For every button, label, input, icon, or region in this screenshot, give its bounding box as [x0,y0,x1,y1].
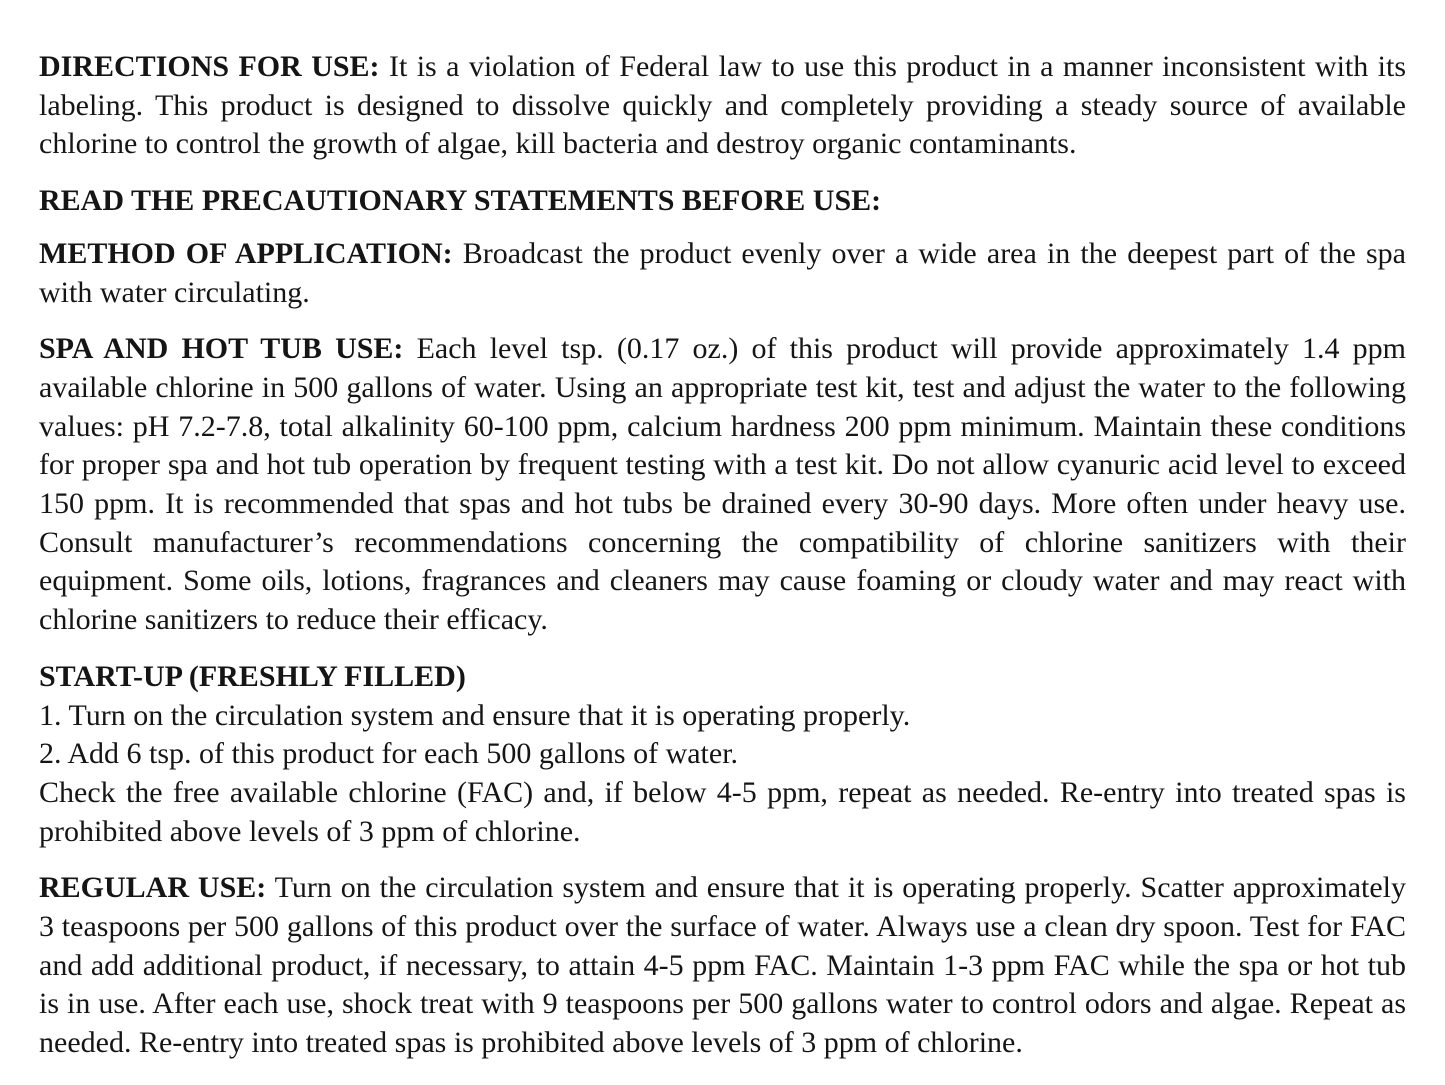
startup-section [39,658,1406,852]
startup-heading: START-UP (FRESHLY FILLED) [39,659,466,693]
method-text: Broadcast the product evenly over a wide area in the deepest part of the spa with water circulating. [39,236,1406,309]
directions-paragraph [39,48,1406,164]
startup-note: Check the free available chlorine (FAC) and, if below 4-5 ppm, repeat as needed. Re-entry into treated spas is prohibited above levels of 3 ppm of chlorine. [39,775,1406,848]
method-heading: METHOD OF APPLICATION: [39,236,453,270]
regular-use-paragraph [39,869,1406,1063]
directions-heading: DIRECTIONS FOR USE: [39,50,380,83]
directions-text: It is a violation of Federal law to use this product in a manner inconsistent with its labeling. This product is designed to dissolve quickly and completely providing a steady source of available chlorine to control the growth of algae, kill bacteria and destroy organic contaminants. [39,50,1407,161]
precaution-heading: READ THE PRECAUTIONARY STATEMENTS BEFORE USE: [39,184,882,218]
startup-step-2: 2. Add 6 tsp. of this product for each 500 gallons of water. [39,737,739,771]
startup-step-1: 1. Turn on the circulation system and ensure that it is operating properly. [39,698,911,732]
regular-use-text: Turn on the circulation system and ensure that it is operating properly. Scatter approximately 3 teaspoons per 500 gallons of this product over the surface of water. Always use a clean dry spoon. Test for FAC and add additional product, if necessary, to attain 4-5 ppm FAC. Maintain 1-3 ppm FAC while the spa or hot tub is in use. After each use, shock treat with 9 teaspoons per 500 gallons water to control odors and algae. Repeat as needed. Re-entry into treated spas is prohibited above levels of 3 ppm of chlorine. [39,871,1407,1060]
spa-use-heading: SPA AND HOT TUB USE: [39,332,404,366]
precaution-paragraph [39,182,1406,221]
spa-use-text: Each level tsp. (0.17 oz.) of this product will provide approximately 1.4 ppm available chlorine in 500 gallons of water. Using an appropriate test kit, test and adjust the water to the following values: pH 7.2-7.8, total alkalinity 60-100 ppm, calcium hardness 200 ppm minimum. Maintain these conditions for proper spa and hot tub operation by frequent testing with a test kit. Do not allow cyanuric acid level to exceed 150 ppm. It is recommended that spas and hot tubs be drained every 30-90 days. More often under heavy use. Consult manufacturer’s recommendations concerning the compatibility of chlorine sanitizers with their equipment. Some oils, lotions, fragrances and cleaners may cause foaming or cloudy water and may react with chlorine sanitizers to reduce their efficacy. [39,332,1407,637]
method-paragraph [39,235,1406,312]
spa-use-paragraph [39,330,1406,640]
regular-use-heading: REGULAR USE: [39,871,267,905]
